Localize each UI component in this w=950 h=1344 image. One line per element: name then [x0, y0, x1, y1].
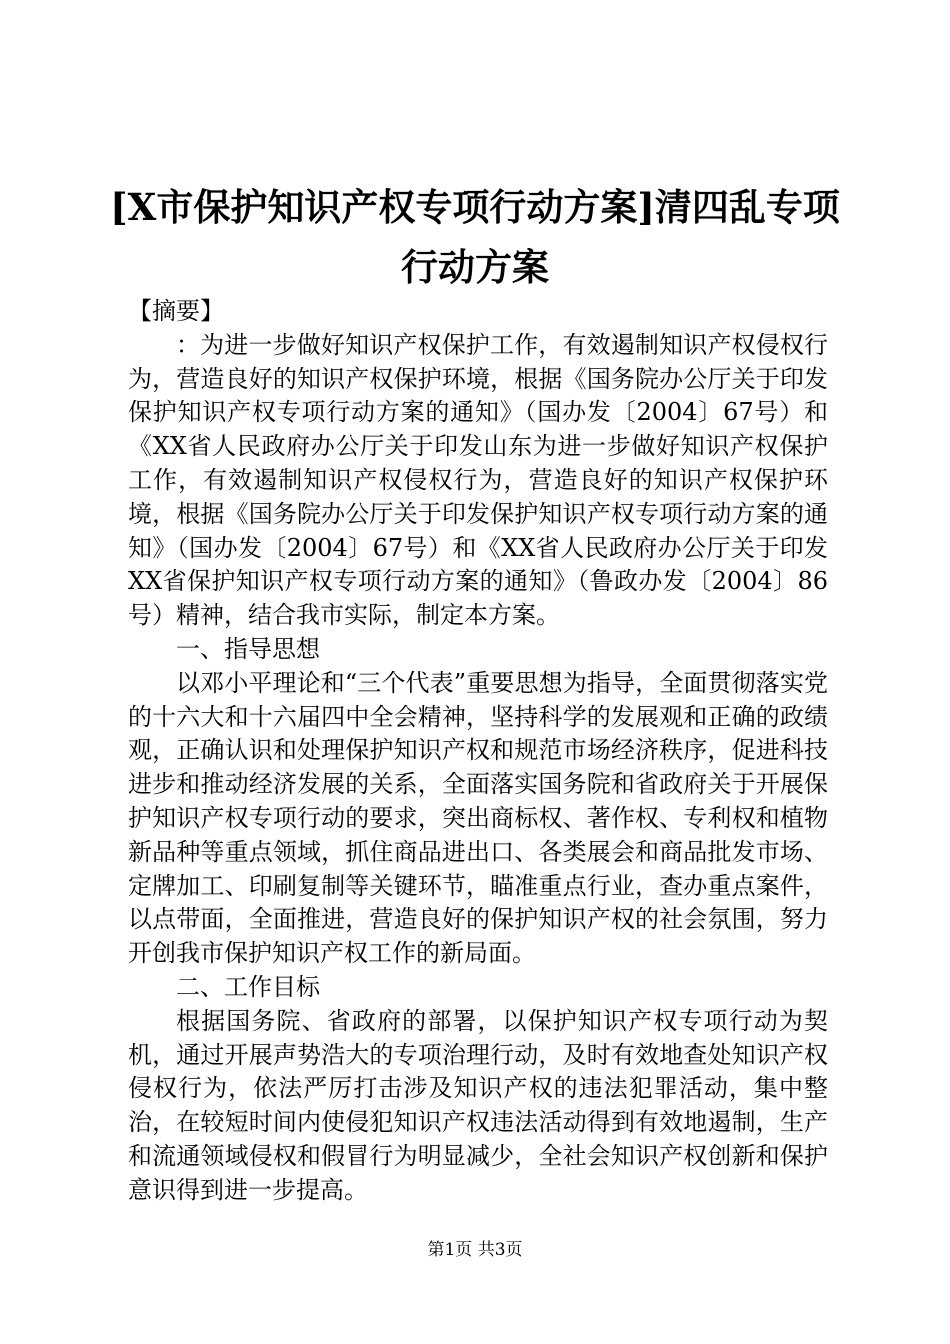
page-footer	[0, 1238, 950, 1262]
document-title	[100, 177, 850, 297]
abstract-paragraph: ：为进一步做好知识产权保护工作，有效遏制知识产权侵权行为，营造良好的知识产权保护环境，根据《国务院办公厅关于印发保护知识产权专项行动方案的通知》（国办发〔2004〕67号）和《XX省人民政府办公厅关于印发山东为进一步做好知识产权保护工作，有效遏制知识产权侵权行为，营造良好的知识产权保护环境，根据《国务院办公厅关于印发保护知识产权专项行动方案的通知》（国办发〔2004〕67号）和《XX省人民政府办公厅关于印发XX省保护知识产权专项行动方案的通知》（鲁政办发〔2004〕86号）精神，结合我市实际，制定本方案。	[128, 330, 828, 630]
guiding-ideology-paragraph: 以邓小平理论和“三个代表”重要思想为指导，全面贯彻落实党的十六大和十六届四中全会精神，坚持科学的发展观和正确的政绩观，正确认识和处理保护知识产权和规范市场经济秩序，促进科技进步和推动经济发展的关系，全面落实国务院和省政府关于开展保护知识产权专项行动的要求，突出商标权、著作权、专利权和植物新品种等重点领域，抓住商品进出口、各类展会和商品批发市场、定牌加工、印刷复制等关键环节，瞄准重点行业，查办重点案件，以点带面，全面推进，营造良好的保护知识产权的社会氛围，努力开创我市保护知识产权工作的新局面。	[128, 668, 828, 968]
work-goals-paragraph: 根据国务院、省政府的部署，以保护知识产权专项行动为契机，通过开展声势浩大的专项治理行动，及时有效地查处知识产权侵权行为，依法严厉打击涉及知识产权的违法犯罪活动，集中整治，在较短时间内使侵犯知识产权违法活动得到有效地遏制，生产和流通领域侵权和假冒行为明显减少，全社会知识产权创新和保护意识得到进一步提高。	[128, 1006, 828, 1204]
section-heading-guiding-ideology: 一、指导思想	[176, 634, 320, 663]
section-heading-work-goals: 二、工作目标	[176, 972, 320, 1001]
page-number: 第1页 共3页	[427, 1240, 523, 1260]
title-line-1: [X市保护知识产权专项行动方案]清四乱专项	[110, 185, 840, 229]
document-body	[128, 295, 828, 1208]
abstract-label: 【摘要】	[128, 297, 224, 325]
title-line-2: 行动方案	[401, 245, 549, 289]
